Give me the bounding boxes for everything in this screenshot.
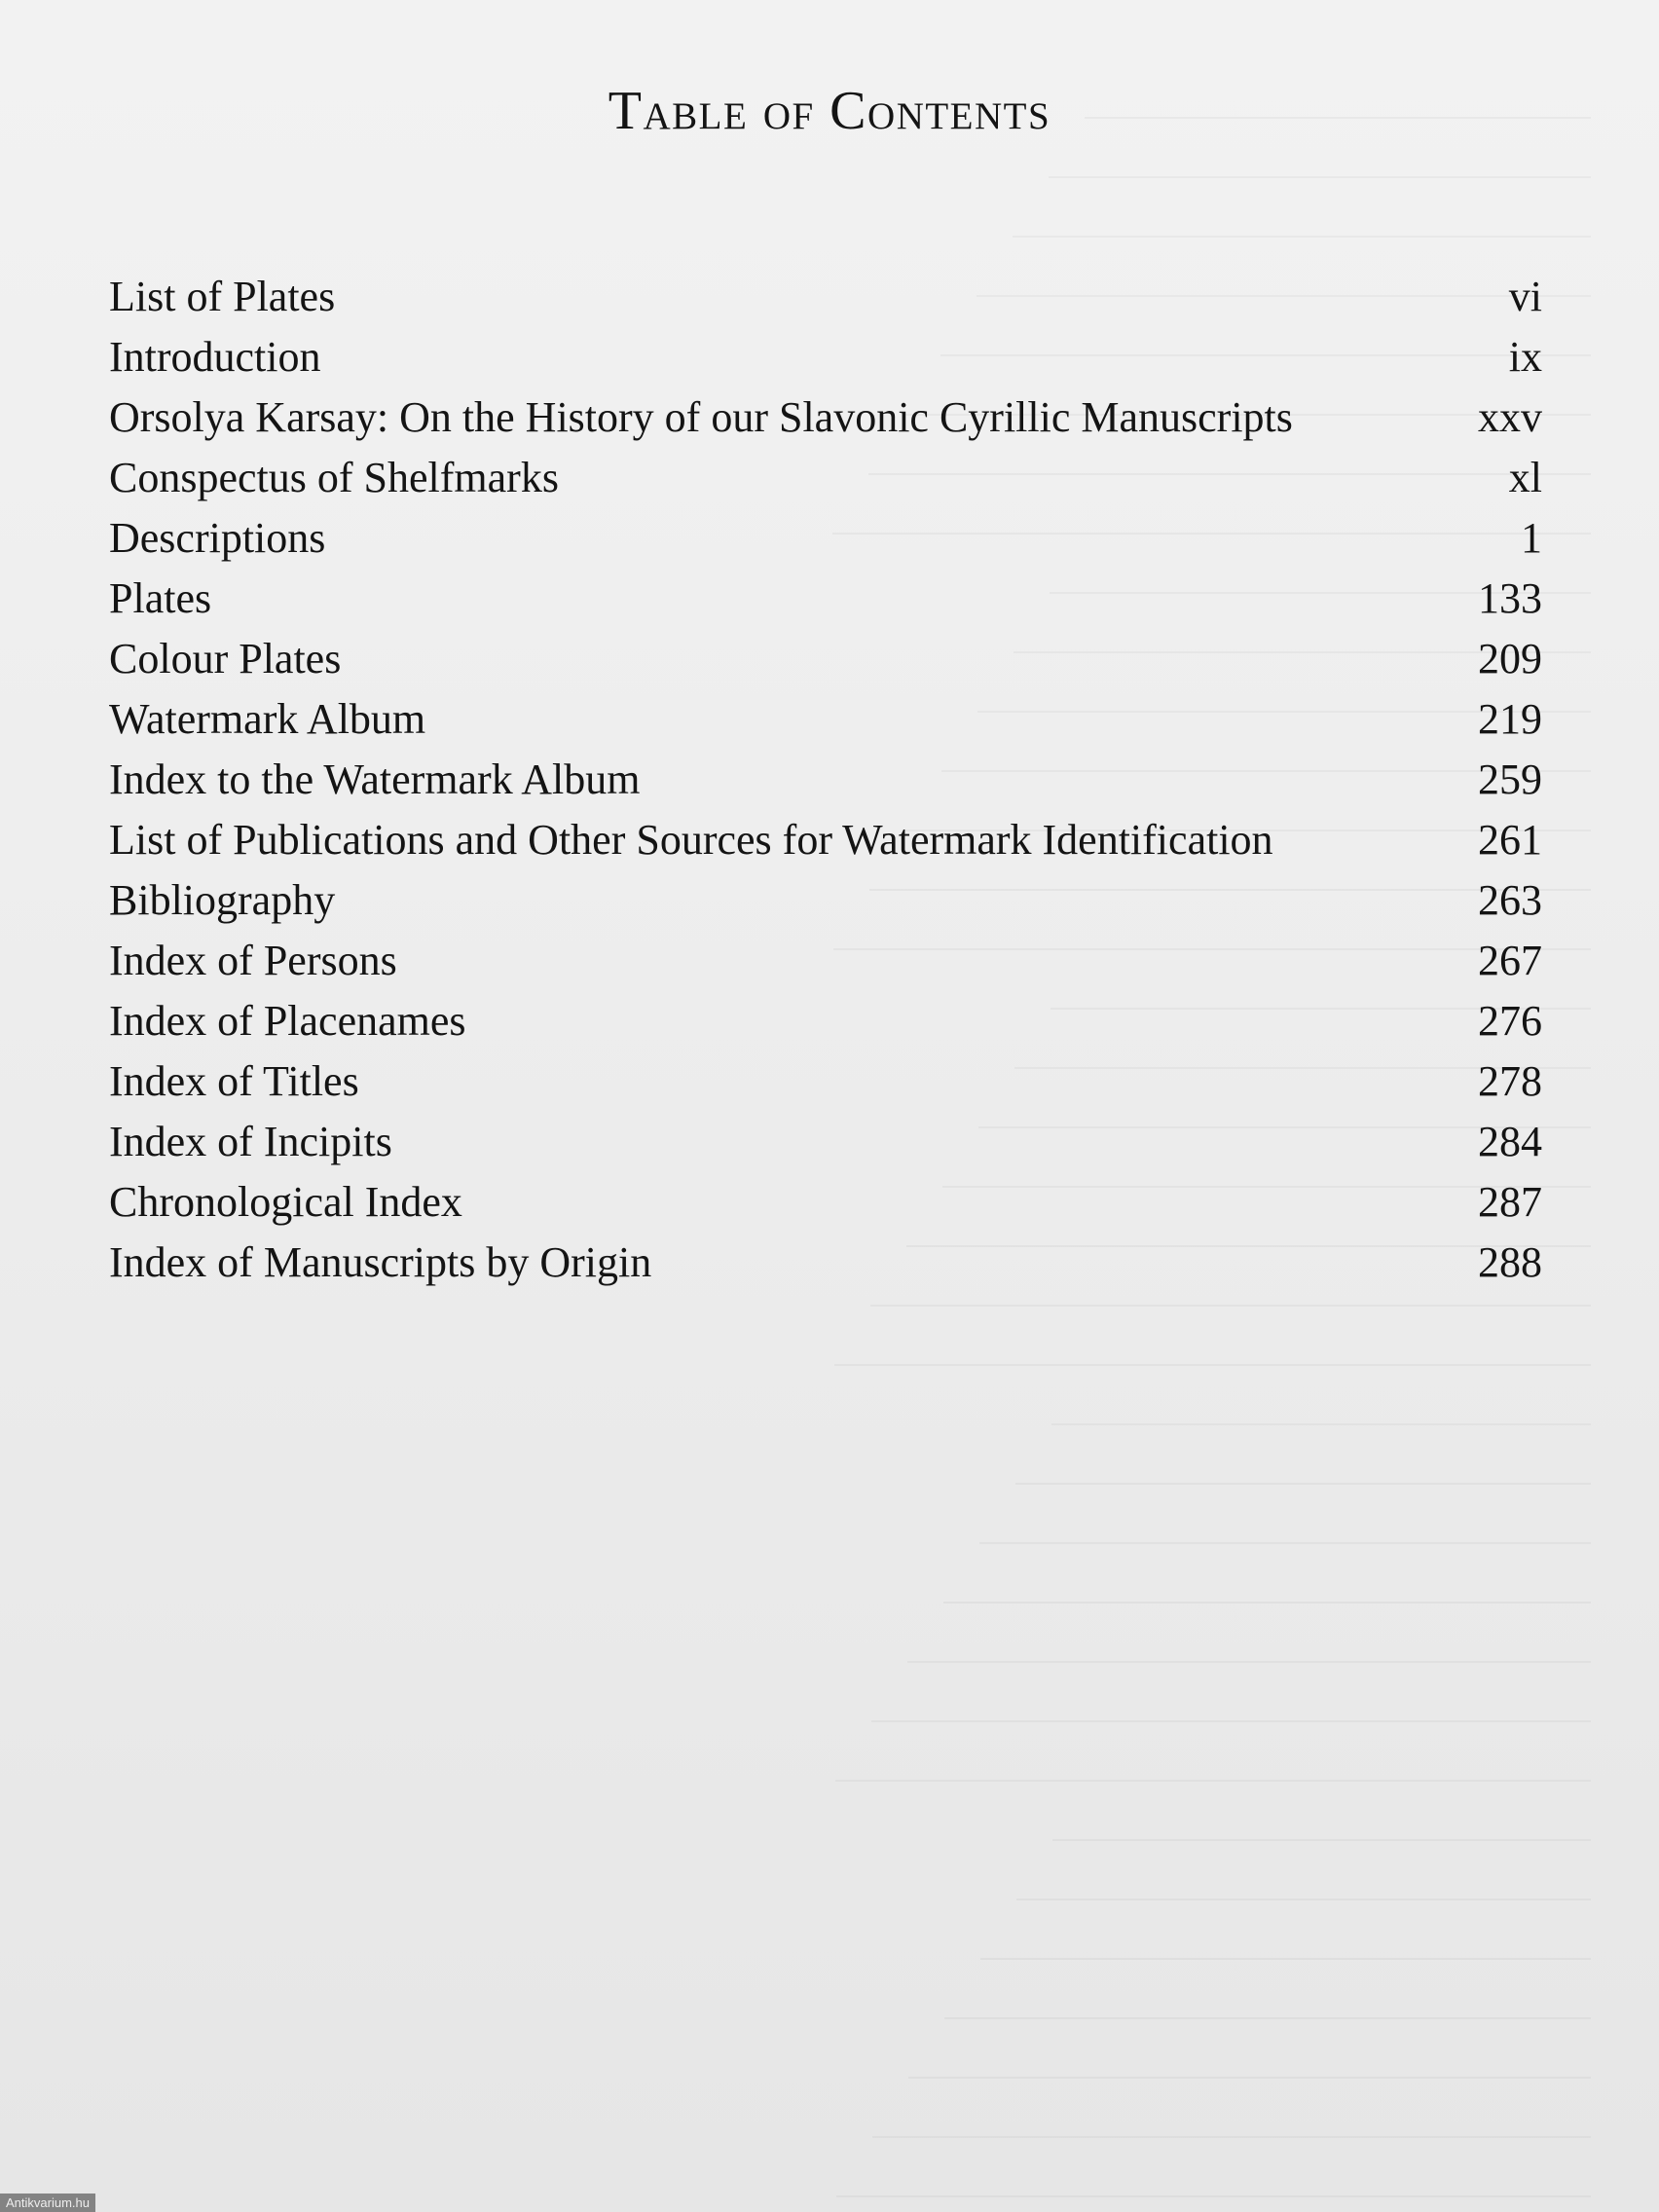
toc-entry-page: 133	[1478, 574, 1542, 622]
site-watermark: Antikvarium.hu	[0, 2194, 95, 2212]
toc-entry-title: Index of Persons	[109, 937, 397, 984]
toc-entry-title: List of Plates	[109, 273, 336, 320]
show-through-line	[68, 1749, 1591, 1782]
toc-entry-title: Introduction	[109, 333, 321, 381]
show-through-line	[68, 204, 1591, 238]
toc-entry-page: vi	[1508, 273, 1542, 320]
toc-entry-title: Descriptions	[109, 514, 326, 562]
toc-entry-page: 284	[1478, 1118, 1542, 1165]
toc-entry	[109, 387, 1542, 448]
show-through-line	[68, 1689, 1591, 1722]
show-through-line	[68, 1630, 1591, 1663]
toc-entry-title: Conspectus of Shelfmarks	[109, 454, 559, 501]
toc-entry-title: List of Publications and Other Sources for Watermark Identification	[109, 816, 1273, 864]
toc-entry-page: 278	[1478, 1057, 1542, 1105]
toc-entry-title: Colour Plates	[109, 635, 342, 682]
show-through-line	[68, 1986, 1591, 2019]
table-of-contents	[109, 267, 1542, 1293]
toc-entry	[109, 267, 1542, 327]
toc-entry	[109, 327, 1542, 387]
show-through-line	[68, 1867, 1591, 1900]
show-through-line	[68, 1570, 1591, 1604]
toc-entry	[109, 810, 1542, 870]
toc-entry	[109, 508, 1542, 569]
toc-entry-page: 259	[1478, 756, 1542, 803]
toc-entry-title: Orsolya Karsay: On the History of our Slavonic Cyrillic Manuscripts	[109, 393, 1293, 441]
toc-entry	[109, 1233, 1542, 1293]
show-through-line	[68, 1808, 1591, 1841]
toc-entry-page: ix	[1508, 333, 1542, 381]
toc-entry-page: 261	[1478, 816, 1542, 864]
toc-entry-page: 1	[1521, 514, 1542, 562]
show-through-line	[68, 2046, 1591, 2079]
toc-entry-page: 276	[1478, 997, 1542, 1045]
show-through-line	[68, 1927, 1591, 1960]
show-through-line	[68, 2105, 1591, 2138]
toc-entry-title: Chronological Index	[109, 1178, 462, 1226]
toc-entry-page: 267	[1478, 937, 1542, 984]
toc-entry-page: 219	[1478, 695, 1542, 743]
toc-entry	[109, 931, 1542, 991]
show-through-line	[68, 1511, 1591, 1544]
toc-entry-page: 287	[1478, 1178, 1542, 1226]
toc-entry	[109, 1172, 1542, 1233]
toc-entry-page: xxv	[1478, 393, 1542, 441]
show-through-line	[68, 2164, 1591, 2197]
toc-entry	[109, 569, 1542, 629]
toc-entry-title: Bibliography	[109, 876, 336, 924]
toc-entry	[109, 1051, 1542, 1112]
toc-entry	[109, 689, 1542, 750]
show-through-line	[68, 145, 1591, 178]
toc-entry	[109, 991, 1542, 1051]
toc-entry-title: Index of Manuscripts by Origin	[109, 1238, 652, 1286]
toc-entry-page: 263	[1478, 876, 1542, 924]
toc-entry	[109, 870, 1542, 931]
toc-entry	[109, 629, 1542, 689]
show-through-line	[68, 1452, 1591, 1485]
show-through-line	[68, 1333, 1591, 1366]
show-through-line	[68, 1392, 1591, 1425]
toc-entry	[109, 750, 1542, 810]
toc-entry-title: Watermark Album	[109, 695, 426, 743]
toc-entry-title: Index of Titles	[109, 1057, 359, 1105]
page-title: Table of Contents	[608, 81, 1051, 141]
toc-entry-page: 288	[1478, 1238, 1542, 1286]
toc-entry	[109, 448, 1542, 508]
toc-entry-title: Index of Incipits	[109, 1118, 392, 1165]
toc-entry-title: Plates	[109, 574, 212, 622]
toc-entry-title: Index to the Watermark Album	[109, 756, 641, 803]
toc-entry-page: xl	[1508, 454, 1542, 501]
toc-entry	[109, 1112, 1542, 1172]
toc-entry-title: Index of Placenames	[109, 997, 466, 1045]
toc-entry-page: 209	[1478, 635, 1542, 682]
